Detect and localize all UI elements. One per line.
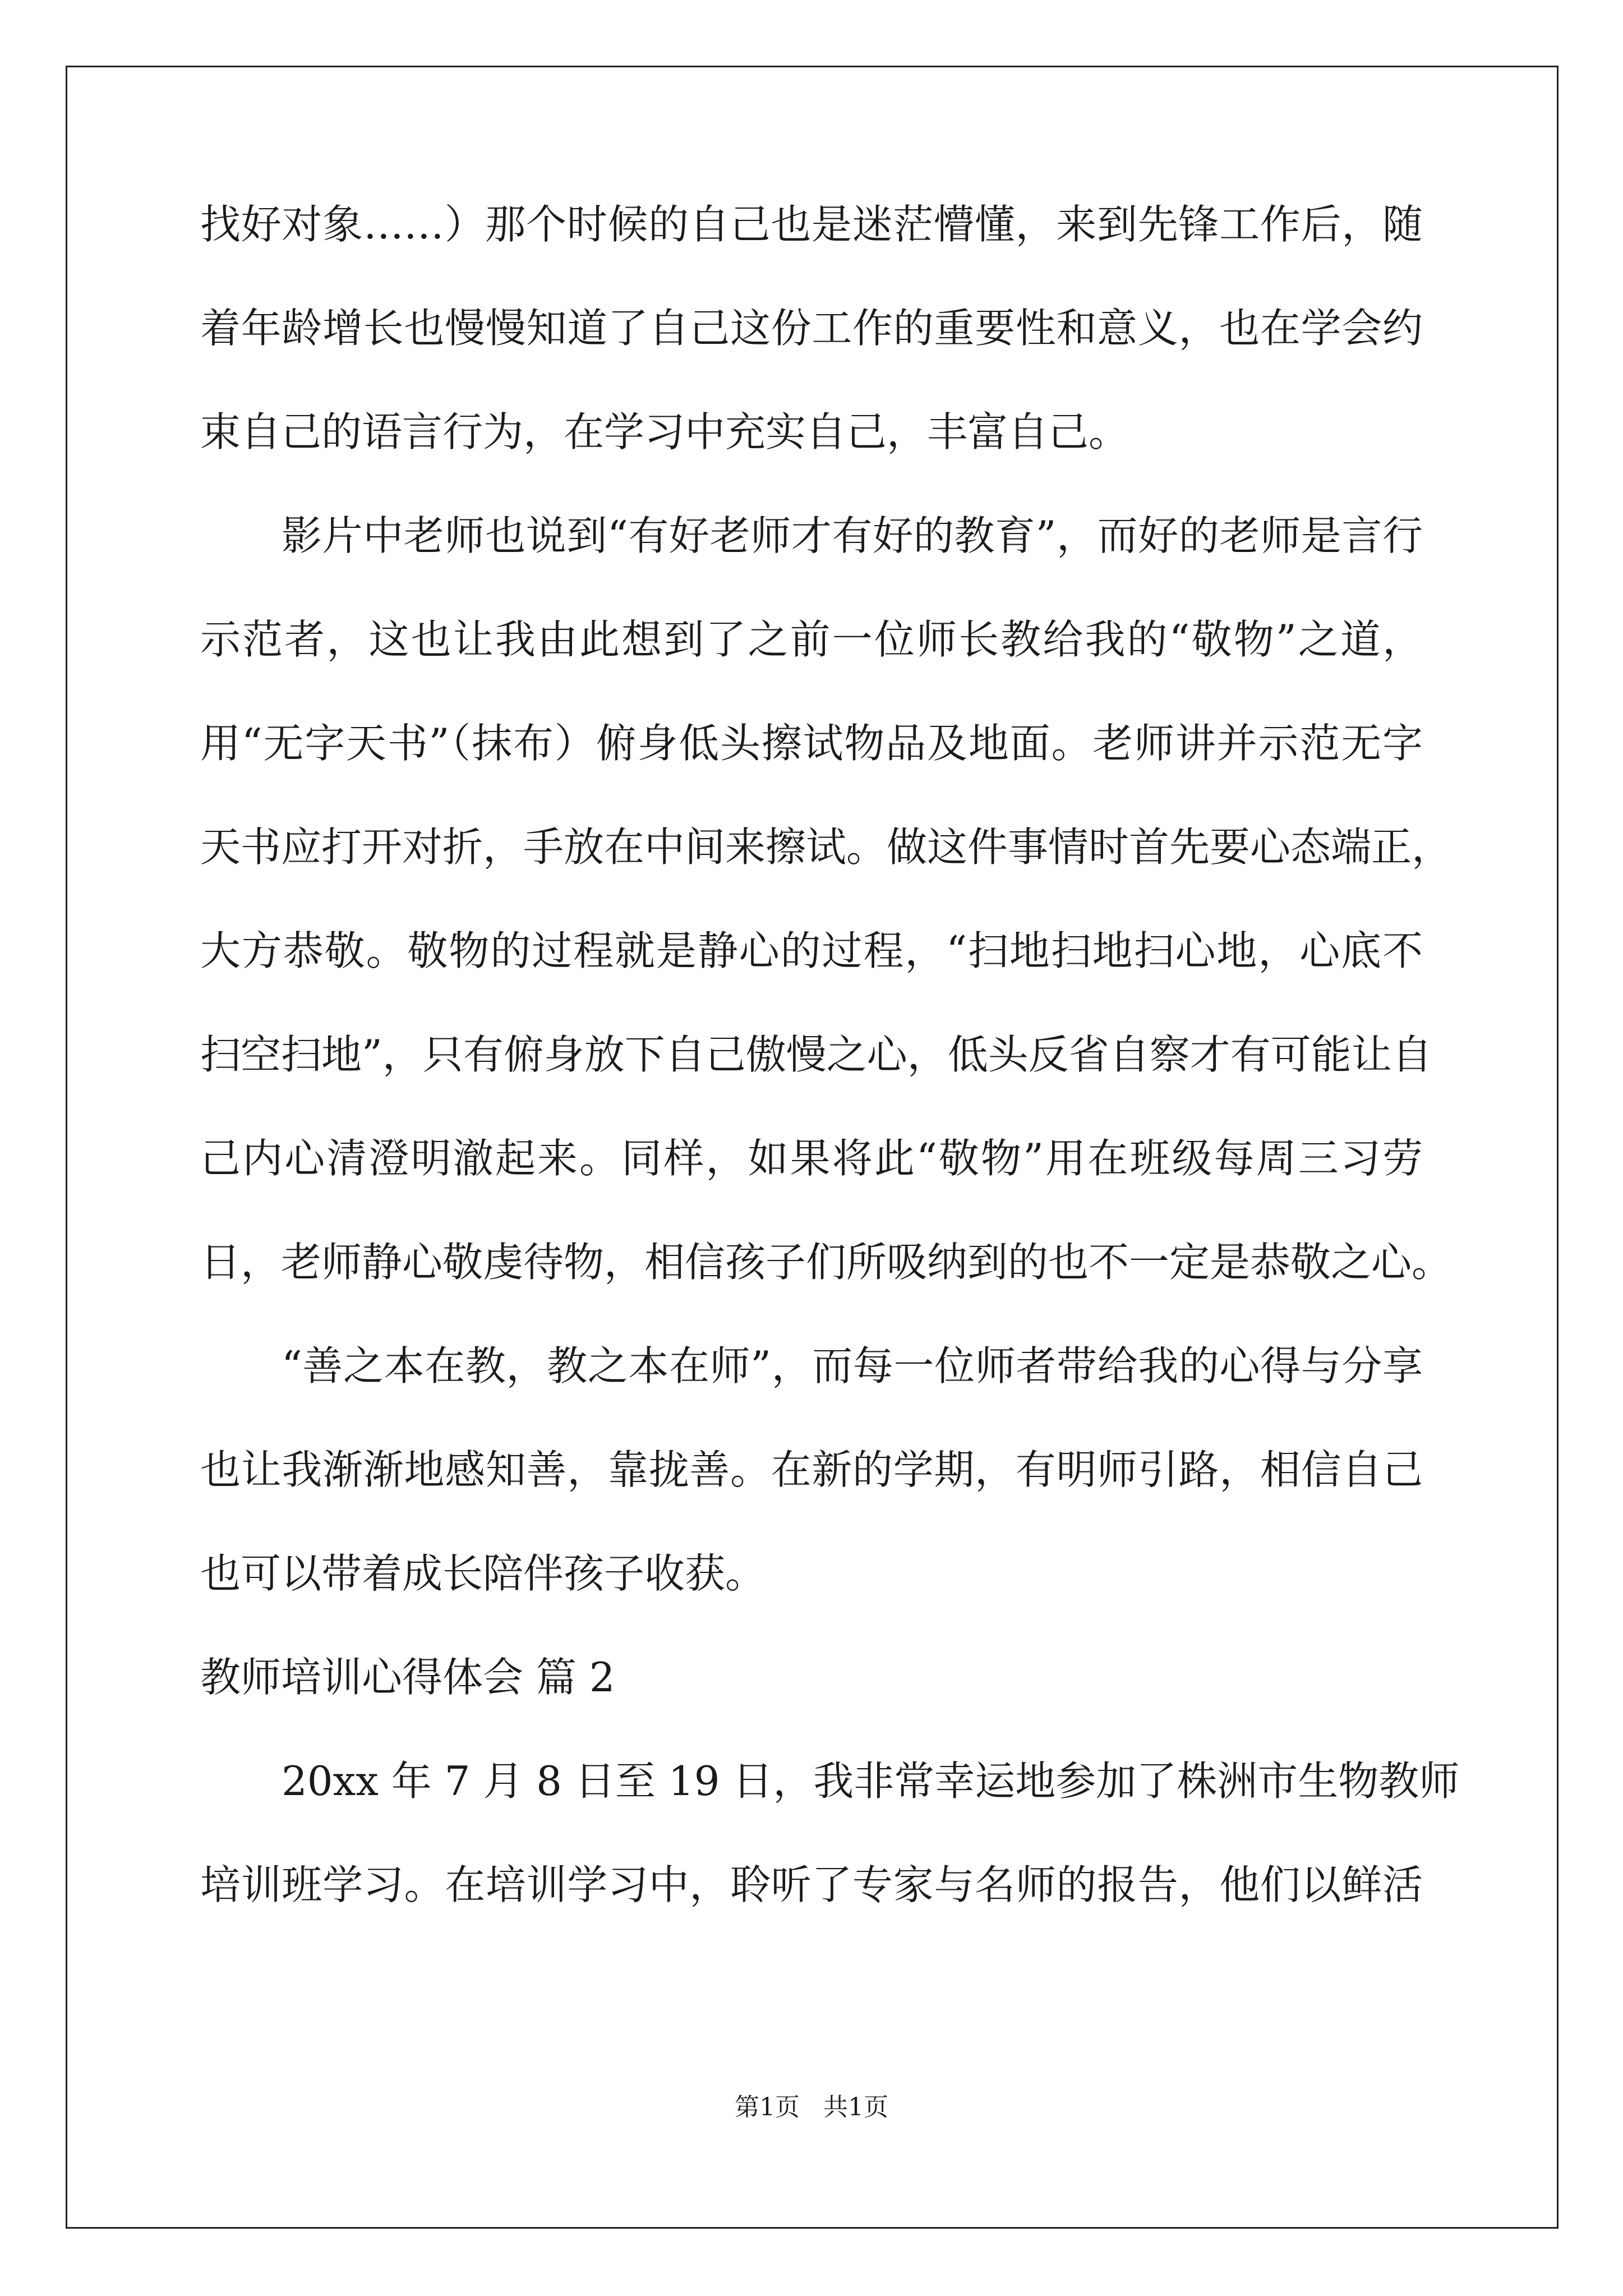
paragraph-line-17: 培训班学习。在培训学习中，聆听了专家与名师的报告，他们以鲜活 <box>200 1861 1423 1908</box>
paragraph-line-9: 扫空扫地”，只有俯身放下自己傲慢之心，低头反省自察才有可能让自 <box>200 1031 1432 1078</box>
paragraph-line-5: 示范者，这也让我由此想到了之前一位师长教给我的“敬物”之道， <box>200 616 1423 663</box>
paragraph-line-13: 也让我渐渐地感知善，靠拢善。在新的学期，有明师引路，相信自己 <box>200 1446 1423 1493</box>
paragraph-line-16: 20xx 年 7 月 8 日至 19 日，我非常幸运地参加了株洲市生物教师 <box>282 1757 1460 1805</box>
paragraph-line-6: 用“无字天书”（抹布）俯身低头擦试物品及地面。老师讲并示范无字 <box>200 720 1423 767</box>
paragraph-line-7: 天书应打开对折，手放在中间来擦试。做这件事情时首先要心态端正， <box>200 823 1453 871</box>
paragraph-line-1: 找好对象……）那个时候的自己也是迷茫懵懂，来到先锋工作后，随 <box>200 201 1423 248</box>
paragraph-line-2: 着年龄增长也慢慢知道了自己这份工作的重要性和意义，也在学会约 <box>200 305 1423 352</box>
paragraph-line-8: 大方恭敬。敬物的过程就是静心的过程，“扫地扫地扫心地，心底不 <box>200 927 1423 974</box>
page-number-footer: 第1页 共1页 <box>735 2093 888 2122</box>
section-heading: 教师培训心得体会 篇 2 <box>200 1654 615 1701</box>
paragraph-line-14: 也可以带着成长陪伴孩子收获。 <box>200 1550 766 1597</box>
paragraph-line-11: 日，老师静心敬虔待物，相信孩子们所吸纳到的也不一定是恭敬之心。 <box>200 1239 1453 1286</box>
paragraph-line-10: 己内心清澄明澈起来。同样，如果将此“敬物”用在班级每周三习劳 <box>200 1135 1423 1182</box>
paragraph-line-4: 影片中老师也说到“有好老师才有好的教育”，而好的老师是言行 <box>282 512 1423 559</box>
paragraph-line-3: 束自己的语言行为，在学习中充实自己，丰富自己。 <box>200 408 1129 455</box>
paragraph-line-12: “善之本在教，教之本在师”，而每一位师者带给我的心得与分享 <box>282 1342 1423 1389</box>
